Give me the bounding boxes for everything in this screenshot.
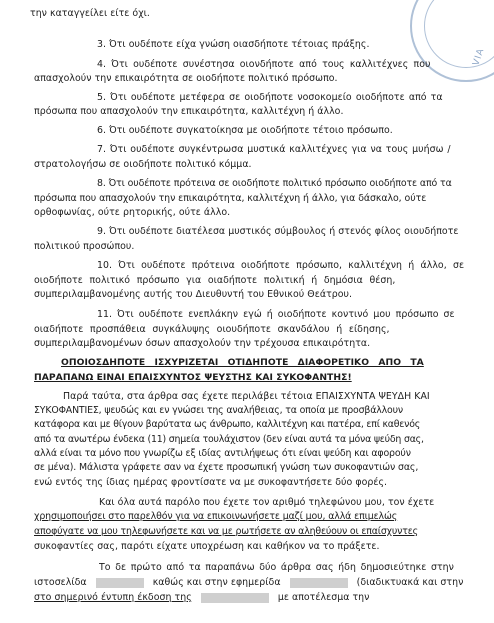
text-line: απασχολούν την επικαιρότητα σε οιοδήποτε πολιτικό πρόσωπο. xyxy=(34,73,338,84)
redacted-block xyxy=(201,593,269,603)
text-line: στο σημερινό έντυπη έκδοση της με αποτέλεσμα την xyxy=(34,592,370,603)
redacted-block xyxy=(290,578,348,588)
text-line: συκοφαντίες σας, παρότι είχατε υποχρέωση και καθήκον να το πράξετε. xyxy=(34,541,380,552)
text-line: συμπεριλαμβανομένων όσων απασχολούν την τρέχουσα επικαιρότητα. xyxy=(34,338,371,349)
text-line: 4. Ότι ουδέποτε συνέστησα οιονδήποτε από τους καλλιτέχνες που xyxy=(97,59,431,70)
text-line: 8. Ότι ουδέποτε πρότεινα σε οιοδήποτε πολιτικό πρόσωπο οιοδήποτε από τα xyxy=(97,178,452,189)
text-line: ενώ εντός της ίδιας ημέρας φροντίσατε να με συκοφαντήσετε δύο φορές. xyxy=(34,477,388,488)
stamp-text: VIA xyxy=(471,46,487,68)
text-line: 10. Ότι ουδέποτε πρότεινα οιοδήποτε πρόσωπο, καλλιτέχνη ή άλλο, σε xyxy=(97,260,465,271)
text-line: 11. Ότι ουδέποτε ενεπλάκην εγώ ή οιοδήποτε κοντινό μου πρόσωπο σε xyxy=(97,309,455,320)
text-line: 3. Ότι ουδέποτε είχα γνώση οιασδήποτε τέτοιας πράξης. xyxy=(97,39,370,50)
text-line: οιοδήποτε πολιτικό πρόσωπο για οιαδήποτε πολιτική ή δημόσια θέση, xyxy=(34,275,396,286)
text-line: στρατολογήσω σε οιοδήποτε πολιτικό κόμμα. xyxy=(34,159,252,170)
bold-statement-line-1: ΟΠΟΙΟΣΔΗΠΟΤΕ ΙΣΧΥΡΙΖΕΤΑΙ ΟΤΙΔΗΠΟΤΕ ΔΙΑΦΟΡΕΤΙΚΟ ΑΠΟ ΤΑ xyxy=(61,357,424,368)
text-line: σε μένα). Μάλιστα γράφετε σαν να έχετε προσωπική γνώση των συκοφαντιών σας, xyxy=(34,462,419,473)
text-line: οιαδήποτε προσπάθεια συγκάλυψης οιουδήποτε σκανδάλου ή είδησης, xyxy=(34,324,390,335)
bold-statement-line-2: ΠΑΡΑΠΑΝΩ ΕΙΝΑΙ ΕΠΑΙΣΧΥΝΤΟΣ ΨΕΥΣΤΗΣ ΚΑΙ ΣΥΚΟΦΑΝΤΗΣ! xyxy=(34,372,352,383)
underlined-text-line: αποφύγατε να μου τηλεφωνήσετε και να με ρωτήσετε αν αληθεύουν οι επαίσχυντες xyxy=(34,526,419,537)
text-line: ορθοφωνίας, ούτε ρητορικής, ούτε άλλο. xyxy=(34,207,231,218)
text-line: Παρά ταύτα, στα άρθρα σας έχετε περιλάβει τέτοια ΕΠΑΙΣΧΥΝΤΑ ΨΕΥΔΗ ΚΑΙ xyxy=(63,391,430,402)
text-line: αλλά είναι τα μόνο που γνωρίζω εξ ιδίας αντιλήψεως ότι είναι ψεύδη και αφορούν xyxy=(34,448,411,459)
text-line: ιστοσελίδα καθώς και στην εφημερίδα (διαδικτυακά και στην xyxy=(34,577,464,588)
text-line: Και όλα αυτά παρόλο που έχετε τον αριθμό τηλεφώνου μου, τον έχετε xyxy=(99,497,435,508)
text-line: πρόσωπα που απασχολούν την επικαιρότητα, καλλιτέχνη ή άλλο, για δάσκαλο, ούτε xyxy=(34,193,427,204)
text-line: 7. Ότι ουδέποτε συγκέντρωσα μυστικά καλλιτέχνες για να τους μυήσω / xyxy=(97,144,451,155)
text-line: Το δε πρώτο από τα παραπάνω δύο άρθρα σας ήδη δημοσιεύτηκε στην xyxy=(99,562,454,573)
text-line: πρόσωπα που απασχολούν την επικαιρότητα, καλλιτέχνη ή άλλο. xyxy=(34,106,344,117)
text-line: την καταγγείλει είτε όχι. xyxy=(30,8,150,19)
text-line: κατάφορα και με θίγουν βαρύτατα ως άνθρωπο, καλλιτέχνη και πατέρα, επί καθενός xyxy=(34,419,421,430)
text-line: 9. Ότι ουδέποτε διατέλεσα μυστικός σύμβουλος ή στενός φίλος οιουδήποτε xyxy=(97,226,459,237)
text-line: συμπεριλαμβανομένης αυτής του Διευθυντή του Εθνικού Θεάτρου. xyxy=(34,289,353,300)
text-line: 5. Ότι ουδέποτε μετέφερα σε οιοδήποτε νοσοκομείο οιοδήποτε από τα xyxy=(97,92,443,103)
text-line: 6. Ότι ουδέποτε συγκατοίκησα με οιοδήποτε τέτοιο πρόσωπο. xyxy=(97,125,393,136)
text-line: από τα ανωτέρω ένδεκα (11) σημεία τουλάχιστον (δεν είναι αυτά τα μόνα ψεύδη σας, xyxy=(34,434,424,445)
text-line: πολιτικού προσώπου. xyxy=(34,241,135,252)
redacted-block xyxy=(96,578,144,588)
text-line: ΣΥΚΟΦΑΝΤΙΕΣ, ψευδώς και εν γνώσει της αναλήθειας, τα οποία με προσβάλλουν xyxy=(34,405,403,416)
underlined-text-line: χρησιμοποιήσει στο παρελθόν για να επικοινωνήσετε μαζί μου, αλλά επιμελώς xyxy=(34,511,398,522)
